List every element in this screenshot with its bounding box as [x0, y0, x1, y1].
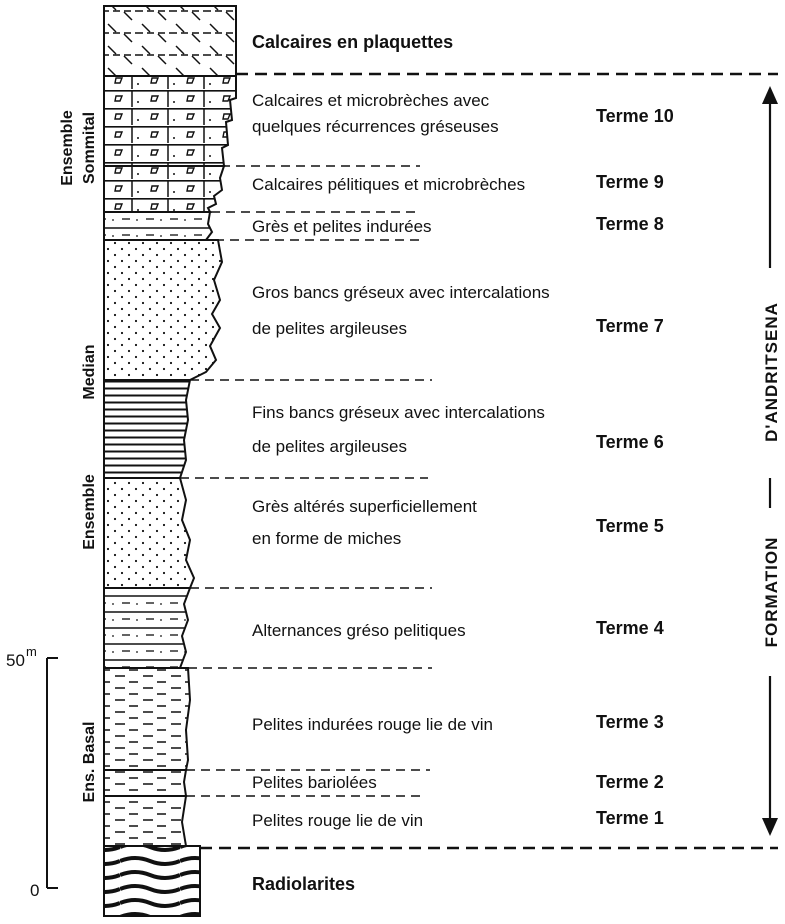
terme-6-description-line1: Fins bancs gréseux avec intercalations	[252, 403, 545, 422]
terme-10-description-line1: Calcaires et microbrèches avec	[252, 91, 490, 110]
bottom-unit-label: Radiolarites	[252, 874, 356, 894]
terme-10-label: Terme 10	[596, 106, 674, 126]
terme-3-label: Terme 3	[596, 712, 664, 732]
terme-6-label: Terme 6	[596, 432, 664, 452]
layer-terme-9	[104, 166, 224, 212]
terme-6-description-line2: de pelites argileuses	[252, 437, 407, 456]
terme-labels	[596, 106, 674, 828]
arrow-down-icon	[762, 818, 778, 836]
layer-terme-1	[104, 796, 186, 846]
terme-9-label: Terme 9	[596, 172, 664, 192]
ensemble-basal-label: Ens. Basal	[81, 721, 98, 803]
terme-4-label: Terme 4	[596, 618, 664, 638]
ensemble-median-label-line2: Median	[81, 344, 98, 400]
ensemble-median-label-line1: Ensemble	[81, 474, 98, 550]
terme-5-description-line1: Grès altérés superficiellement	[252, 497, 477, 516]
terme-3-description: Pelites indurées rouge lie de vin	[252, 715, 493, 734]
terme-1-description: Pelites rouge lie de vin	[252, 811, 424, 830]
terme-7-description-line2: de pelites argileuses	[252, 319, 407, 338]
layer-terme-8	[104, 212, 212, 240]
formation-arrow	[762, 86, 778, 836]
terme-descriptions	[252, 91, 550, 830]
layer-terme-2	[104, 770, 186, 796]
layer-calcaires-en-plaquettes	[104, 6, 236, 76]
layer-terme-6	[104, 380, 190, 478]
top-unit-label: Calcaires en plaquettes	[252, 32, 454, 52]
scale-label-top: 50	[6, 651, 25, 670]
terme-2-label: Terme 2	[596, 772, 664, 792]
layer-terme-5	[104, 478, 194, 588]
scale-unit: m	[26, 644, 37, 659]
scale-bar	[47, 658, 58, 888]
ensemble-sommital-label-line2: Sommital	[81, 111, 98, 185]
terme-5-description-line2: en forme de miches	[252, 529, 402, 548]
formation-label-lower: FORMATION	[762, 536, 781, 648]
layer-terme-10	[104, 76, 236, 166]
terme-5-label: Terme 5	[596, 516, 664, 536]
formation-label-upper: D'ANDRITSENA	[762, 302, 781, 442]
scale-label-bottom: 0	[30, 881, 40, 900]
terme-4-description: Alternances gréso pelitiques	[252, 621, 466, 640]
terme-7-label: Terme 7	[596, 316, 664, 336]
layer-terme-4	[104, 588, 190, 668]
layer-terme-3	[104, 668, 190, 770]
terme-8-label: Terme 8	[596, 214, 664, 234]
terme-1-label: Terme 1	[596, 808, 664, 828]
terme-9-description: Calcaires pélitiques et microbrèches	[252, 175, 526, 194]
arrow-up-icon	[762, 86, 778, 104]
layer-radiolarites	[104, 846, 200, 916]
terme-2-description: Pelites bariolées	[252, 773, 377, 792]
terme-8-description: Grès et pelites indurées	[252, 217, 432, 236]
ensemble-sommital-label-line1: Ensemble	[59, 110, 76, 186]
terme-10-description-line2: quelques récurrences gréseuses	[252, 117, 499, 136]
layer-terme-7	[104, 240, 222, 380]
lithologic-column	[104, 6, 236, 916]
terme-7-description-line1: Gros bancs gréseux avec intercalations	[252, 283, 550, 302]
